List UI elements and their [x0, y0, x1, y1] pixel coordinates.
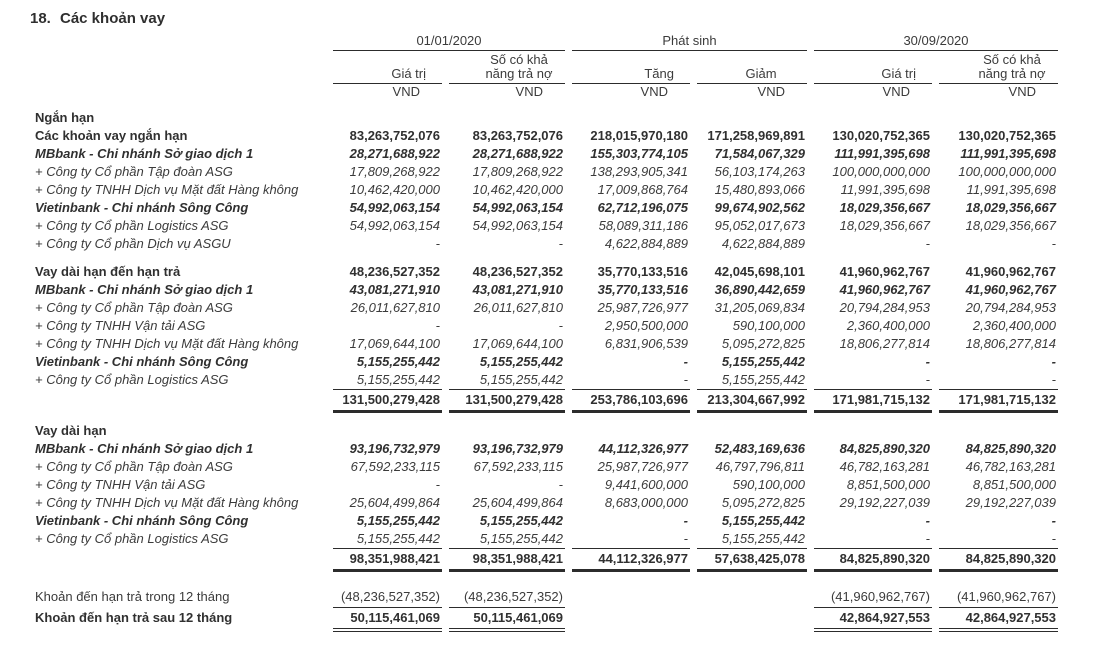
row-label: + Công ty TNHH Vận tải ASG — [35, 477, 206, 492]
amount-cell: 130,020,752,365 — [958, 128, 1056, 143]
row-label: MBbank - Chi nhánh Sở giao dịch 1 — [35, 146, 254, 161]
amount-cell: 43,081,271,910 — [472, 282, 563, 297]
amount-cell: (41,960,962,767) — [939, 587, 1058, 608]
amount-cell: - — [558, 318, 563, 333]
amount-cell: (41,960,962,767) — [814, 587, 932, 608]
amount-cell: 43,081,271,910 — [349, 282, 440, 297]
amount-cell: 100,000,000,000 — [832, 164, 930, 179]
amount-cell: 67,592,233,115 — [350, 459, 440, 474]
table-row — [30, 512, 1093, 530]
column-header-label: Giá trị — [881, 66, 916, 81]
note-title: Các khoản vay — [60, 10, 166, 27]
amount-cell: 41,960,962,767 — [965, 282, 1056, 297]
table-row — [30, 587, 1093, 608]
row-label: MBbank - Chi nhánh Sở giao dịch 1 — [35, 441, 254, 456]
amount-cell: - — [435, 477, 440, 492]
amount-cell: 28,271,688,922 — [349, 146, 440, 161]
amount-cell: 29,192,227,039 — [839, 495, 930, 510]
row-spacer — [30, 412, 1093, 422]
table-row — [30, 389, 1093, 412]
amount-cell: 50,115,461,069 — [449, 608, 565, 632]
amount-cell: 111,991,395,698 — [834, 146, 930, 161]
unit-label: VND — [882, 84, 910, 99]
column-header-label: Số có khả năng trả nợ — [978, 52, 1046, 81]
amount-cell: 6,831,906,539 — [604, 336, 688, 351]
amount-cell: 18,029,356,667 — [839, 200, 930, 215]
page-title — [30, 8, 1093, 30]
amount-cell: 9,441,600,000 — [604, 477, 688, 492]
row-label: + Công ty Cổ phần Logistics ASG — [35, 218, 229, 233]
amount-cell: 155,303,774,105 — [590, 146, 688, 161]
amount-cell: - — [1051, 531, 1056, 546]
amount-cell: 36,890,442,659 — [714, 282, 805, 297]
amount-cell — [814, 109, 932, 127]
header-spacer-cell — [30, 84, 326, 101]
table-row — [30, 235, 1093, 253]
amount-cell: 42,864,927,553 — [814, 608, 932, 632]
amount-cell: 83,263,752,076 — [349, 128, 440, 143]
amount-cell: 99,674,902,562 — [714, 200, 805, 215]
amount-cell: 95,052,017,673 — [714, 218, 805, 233]
amount-cell: 25,604,499,864 — [472, 495, 563, 510]
amount-cell: 5,155,255,442 — [721, 372, 805, 387]
amount-cell: 29,192,227,039 — [965, 495, 1056, 510]
amount-cell: 253,786,103,696 — [572, 389, 690, 413]
column-header-label: Số có khả năng trả nợ — [485, 52, 553, 81]
table-row — [30, 422, 1093, 440]
amount-cell — [697, 608, 807, 632]
row-label: + Công ty Cổ phần Tập đoàn ASG — [35, 459, 233, 474]
amount-cell: 26,011,627,810 — [473, 300, 563, 315]
table-row — [30, 476, 1093, 494]
amount-cell: 111,991,395,698 — [960, 146, 1056, 161]
row-label: Vietinbank - Chi nhánh Sông Công — [35, 354, 249, 369]
amount-cell: 8,683,000,000 — [604, 495, 688, 510]
amount-cell: 218,015,970,180 — [590, 128, 688, 143]
amount-cell: 213,304,667,992 — [697, 389, 807, 413]
amount-cell: - — [1051, 354, 1056, 369]
amount-cell: 84,825,890,320 — [965, 441, 1056, 456]
amount-cell: 171,981,715,132 — [814, 389, 932, 413]
amount-cell: 5,095,272,825 — [721, 336, 805, 351]
table-row — [30, 127, 1093, 145]
amount-cell — [333, 109, 442, 127]
amount-cell: - — [435, 236, 440, 251]
amount-cell: - — [558, 236, 563, 251]
amount-cell: 25,987,726,977 — [597, 459, 688, 474]
amount-cell: - — [1051, 236, 1056, 251]
amount-cell: - — [683, 372, 688, 387]
row-spacer — [30, 253, 1093, 263]
amount-cell: 15,480,893,066 — [714, 182, 805, 197]
amount-cell: 18,806,277,814 — [839, 336, 930, 351]
amount-cell: 84,825,890,320 — [839, 441, 930, 456]
amount-cell: 590,100,000 — [732, 477, 805, 492]
amount-cell: 8,851,500,000 — [972, 477, 1056, 492]
amount-cell — [333, 422, 442, 440]
amount-cell: 2,950,500,000 — [604, 318, 688, 333]
amount-cell: 50,115,461,069 — [333, 608, 442, 632]
amount-cell: 67,592,233,115 — [473, 459, 563, 474]
amount-cell: 56,103,174,263 — [714, 164, 805, 179]
amount-cell: 5,155,255,442 — [356, 354, 440, 369]
amount-cell: - — [683, 513, 688, 528]
amount-cell: - — [925, 354, 930, 369]
amount-cell: 10,462,420,000 — [472, 182, 563, 197]
amount-cell: 17,809,268,922 — [349, 164, 440, 179]
amount-cell: (48,236,527,352) — [333, 587, 442, 608]
note-number: 18. — [30, 10, 51, 27]
amount-cell: - — [1051, 513, 1056, 528]
table-row — [30, 371, 1093, 389]
amount-cell: 5,095,272,825 — [721, 495, 805, 510]
amount-cell: 11,991,395,698 — [840, 182, 930, 197]
row-label — [30, 548, 326, 572]
amount-cell: 35,770,133,516 — [597, 264, 688, 279]
amount-cell: (48,236,527,352) — [449, 587, 565, 608]
amount-cell: 48,236,527,352 — [349, 264, 440, 279]
header-period-row — [30, 32, 1093, 51]
amount-cell: 54,992,063,154 — [349, 200, 440, 215]
row-label: Các khoản vay ngắn hạn — [35, 128, 188, 143]
amount-cell: 5,155,255,442 — [356, 372, 440, 387]
amount-cell: 44,112,326,977 — [598, 441, 688, 456]
table-row — [30, 299, 1093, 317]
amount-cell: 5,155,255,442 — [356, 513, 440, 528]
table-row — [30, 440, 1093, 458]
amount-cell: 44,112,326,977 — [572, 548, 690, 572]
amount-cell: 57,638,425,078 — [697, 548, 807, 572]
amount-cell: 71,584,067,329 — [714, 146, 805, 161]
column-header — [333, 51, 442, 84]
row-label: + Công ty Cổ phần Logistics ASG — [35, 531, 229, 546]
loans-table — [30, 32, 1093, 631]
table-row — [30, 335, 1093, 353]
table-row — [30, 145, 1093, 163]
amount-cell: - — [925, 531, 930, 546]
table-row — [30, 608, 1093, 631]
table-row — [30, 317, 1093, 335]
amount-cell — [572, 109, 690, 127]
amount-cell: 5,155,255,442 — [479, 354, 563, 369]
amount-cell: - — [683, 531, 688, 546]
amount-cell: 54,992,063,154 — [472, 218, 563, 233]
header-group-0 — [333, 32, 565, 51]
amount-cell: 131,500,279,428 — [449, 389, 565, 413]
row-label: Khoản đến hạn trả trong 12 tháng — [35, 589, 230, 604]
amount-cell: 84,825,890,320 — [814, 548, 932, 572]
amount-cell — [697, 109, 807, 127]
amount-cell: 48,236,527,352 — [472, 264, 563, 279]
table-row — [30, 263, 1093, 281]
amount-cell: 42,864,927,553 — [939, 608, 1058, 632]
table-row — [30, 281, 1093, 299]
amount-cell — [697, 422, 807, 440]
row-spacer — [30, 571, 1093, 587]
amount-cell: 4,622,884,889 — [604, 236, 688, 251]
table-row — [30, 494, 1093, 512]
amount-cell: 84,825,890,320 — [939, 548, 1058, 572]
column-header-label: Tăng — [644, 66, 674, 81]
amount-cell: 20,794,284,953 — [965, 300, 1056, 315]
table-row — [30, 199, 1093, 217]
amount-cell: 138,293,905,341 — [590, 164, 688, 179]
unit-label: VND — [757, 84, 785, 99]
table-row — [30, 548, 1093, 571]
amount-cell: 25,987,726,977 — [597, 300, 688, 315]
amount-cell: 17,069,644,100 — [472, 336, 563, 351]
table-row — [30, 163, 1093, 181]
amount-cell: 46,782,163,281 — [965, 459, 1056, 474]
amount-cell: 5,155,255,442 — [479, 513, 563, 528]
amount-cell: - — [925, 513, 930, 528]
row-label: + Công ty Cổ phần Tập đoàn ASG — [35, 300, 233, 315]
amount-cell: 46,782,163,281 — [839, 459, 930, 474]
amount-cell: 171,258,969,891 — [707, 128, 805, 143]
amount-cell — [449, 109, 565, 127]
header-group-label: 30/09/2020 — [903, 33, 969, 48]
amount-cell: 17,069,644,100 — [349, 336, 440, 351]
header-spacer-cell — [30, 51, 326, 84]
amount-cell: 18,029,356,667 — [839, 218, 930, 233]
amount-cell: 10,462,420,000 — [349, 182, 440, 197]
amount-cell: 5,155,255,442 — [721, 513, 805, 528]
column-header-label: Giảm — [745, 66, 777, 81]
header-unit-row — [30, 84, 1093, 101]
row-label: Vietinbank - Chi nhánh Sông Công — [35, 513, 249, 528]
amount-cell: 93,196,732,979 — [349, 441, 440, 456]
amount-cell: 130,020,752,365 — [832, 128, 930, 143]
amount-cell — [939, 109, 1058, 127]
row-label: Ngắn hạn — [35, 110, 95, 125]
row-label: MBbank - Chi nhánh Sở giao dịch 1 — [35, 282, 254, 297]
amount-cell: 8,851,500,000 — [846, 477, 930, 492]
unit-label: VND — [392, 84, 420, 99]
column-header — [697, 51, 807, 84]
amount-cell: 590,100,000 — [732, 318, 805, 333]
amount-cell: 131,500,279,428 — [333, 389, 442, 413]
amount-cell: 54,992,063,154 — [349, 218, 440, 233]
amount-cell: 31,205,069,834 — [714, 300, 805, 315]
amount-cell: - — [435, 318, 440, 333]
amount-cell: 46,797,796,811 — [715, 459, 805, 474]
column-header-label: Giá trị — [391, 66, 426, 81]
amount-cell: 5,155,255,442 — [721, 531, 805, 546]
amount-cell: 4,622,884,889 — [721, 236, 805, 251]
row-label: + Công ty Cổ phần Logistics ASG — [35, 372, 229, 387]
header-gap — [30, 101, 1093, 109]
amount-cell: 41,960,962,767 — [965, 264, 1056, 279]
amount-cell: 54,992,063,154 — [472, 200, 563, 215]
amount-cell: 52,483,169,636 — [714, 441, 805, 456]
amount-cell — [572, 608, 690, 632]
amount-cell: - — [683, 354, 688, 369]
unit-label: VND — [1008, 84, 1036, 99]
amount-cell: 5,155,255,442 — [356, 531, 440, 546]
column-header — [572, 51, 690, 84]
row-label: + Công ty TNHH Dịch vụ Mặt đất Hàng không — [35, 495, 299, 510]
amount-cell: 2,360,400,000 — [972, 318, 1056, 333]
unit-label: VND — [640, 84, 668, 99]
amount-cell: 100,000,000,000 — [958, 164, 1056, 179]
amount-cell: 42,045,698,101 — [714, 264, 805, 279]
amount-cell: 98,351,988,421 — [333, 548, 442, 572]
amount-cell — [449, 422, 565, 440]
amount-cell: 17,809,268,922 — [472, 164, 563, 179]
amount-cell: 20,794,284,953 — [839, 300, 930, 315]
header-group-1 — [572, 32, 807, 51]
row-label: + Công ty Cổ phần Dịch vụ ASGU — [35, 236, 231, 251]
amount-cell — [814, 422, 932, 440]
row-label: + Công ty TNHH Vận tải ASG — [35, 318, 206, 333]
amount-cell: - — [1051, 372, 1056, 387]
column-header — [449, 51, 565, 84]
row-label: + Công ty Cổ phần Tập đoàn ASG — [35, 164, 233, 179]
amount-cell: 11,991,395,698 — [966, 182, 1056, 197]
amount-cell: - — [925, 236, 930, 251]
table-row — [30, 530, 1093, 548]
amount-cell: 83,263,752,076 — [472, 128, 563, 143]
row-label: + Công ty TNHH Dịch vụ Mặt đất Hàng không — [35, 336, 299, 351]
column-header — [814, 51, 932, 84]
amount-cell: 5,155,255,442 — [479, 372, 563, 387]
header-group-label: 01/01/2020 — [416, 33, 482, 48]
unit-label: VND — [515, 84, 543, 99]
amount-cell: 35,770,133,516 — [597, 282, 688, 297]
amount-cell — [572, 587, 690, 608]
amount-cell: - — [558, 477, 563, 492]
amount-cell — [572, 422, 690, 440]
amount-cell: 62,712,196,075 — [597, 200, 688, 215]
header-group-label: Phát sinh — [662, 33, 717, 48]
amount-cell: 2,360,400,000 — [846, 318, 930, 333]
row-label: + Công ty TNHH Dịch vụ Mặt đất Hàng không — [35, 182, 299, 197]
table-row — [30, 458, 1093, 476]
amount-cell: 5,155,255,442 — [479, 531, 563, 546]
amount-cell: 93,196,732,979 — [472, 441, 563, 456]
table-row — [30, 181, 1093, 199]
amount-cell: 41,960,962,767 — [839, 264, 930, 279]
row-label: Vietinbank - Chi nhánh Sông Công — [35, 200, 249, 215]
table-row — [30, 217, 1093, 235]
amount-cell: 17,009,868,764 — [597, 182, 688, 197]
amount-cell: - — [925, 372, 930, 387]
amount-cell: 18,029,356,667 — [965, 218, 1056, 233]
row-label: Vay dài hạn đến hạn trả — [35, 264, 181, 279]
amount-cell — [697, 587, 807, 608]
amount-cell: 18,806,277,814 — [965, 336, 1056, 351]
row-label: Khoản đến hạn trả sau 12 tháng — [35, 610, 233, 625]
amount-cell: 18,029,356,667 — [965, 200, 1056, 215]
amount-cell: 26,011,627,810 — [350, 300, 440, 315]
amount-cell: 171,981,715,132 — [939, 389, 1058, 413]
amount-cell: 28,271,688,922 — [472, 146, 563, 161]
table-row — [30, 353, 1093, 371]
header-columns-row — [30, 51, 1093, 84]
column-header — [939, 51, 1058, 84]
header-spacer-cell — [30, 32, 326, 51]
amount-cell: 5,155,255,442 — [721, 354, 805, 369]
header-group-2 — [814, 32, 1058, 51]
amount-cell: 98,351,988,421 — [449, 548, 565, 572]
amount-cell: 58,089,311,186 — [598, 218, 688, 233]
amount-cell: 25,604,499,864 — [349, 495, 440, 510]
table-row — [30, 109, 1093, 127]
amount-cell — [939, 422, 1058, 440]
amount-cell: 41,960,962,767 — [839, 282, 930, 297]
row-label: Vay dài hạn — [35, 423, 107, 438]
row-label — [30, 389, 326, 413]
